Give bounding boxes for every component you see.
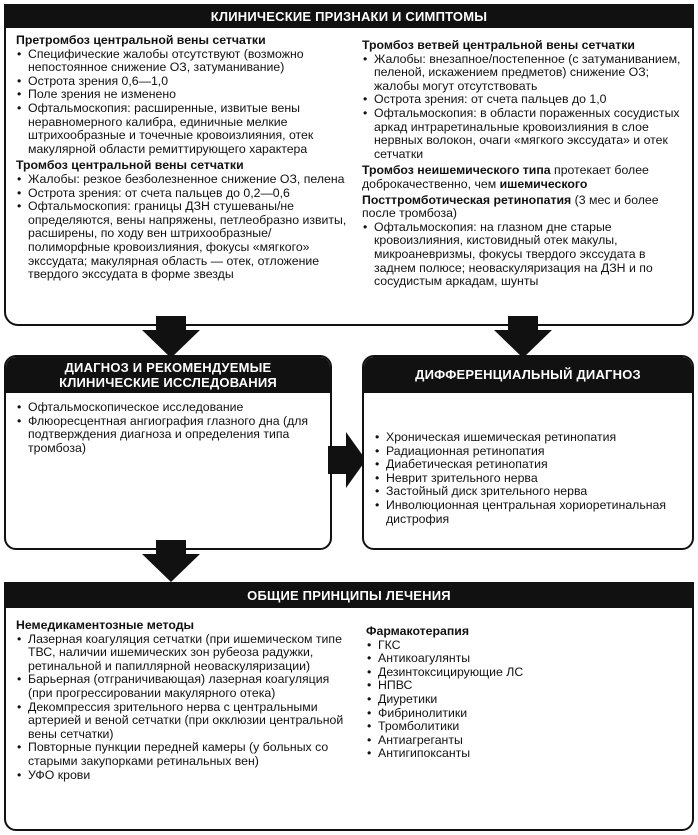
- crvo-list: [16, 173, 348, 282]
- post-thrombotic-text: (3 мес и более после тромбоза): [362, 192, 659, 221]
- non-drug-heading: Немедикаментозные методы: [16, 618, 195, 632]
- treatment-box: [4, 582, 694, 831]
- non-drug-list: [16, 633, 352, 783]
- differential-list: [374, 431, 684, 526]
- crvo-heading: Тромбоз центральной вены сетчатки: [16, 158, 244, 173]
- brvo-heading: Тромбоз ветвей центральной вены сетчатки: [362, 38, 635, 52]
- list-item: • Флюоресцентная ангиография глазного дна (для подтверждения диагноза и определения типа тромбоза): [16, 415, 321, 456]
- diagnosis-list: [16, 401, 321, 455]
- treatment-left-column: [16, 618, 352, 782]
- note-text: протекает более доброкачественно, чем: [362, 163, 649, 191]
- diagnosis-box: [4, 355, 332, 550]
- list-item: • НПВС: [366, 679, 676, 693]
- list-item: • Острота зрения 0,6—1,0: [16, 75, 348, 89]
- symptoms-right-column: [362, 38, 684, 289]
- list-item: • Специфические жалобы отсутствуют (возможно непостоянное снижение ОЗ, затуманивание): [16, 48, 348, 75]
- list-item: • Острота зрения: от счета пальцев до 1,0: [362, 93, 684, 107]
- post-thrombotic-heading: Посттромботическая ретинопатия: [362, 192, 572, 207]
- ischemic-note: [362, 164, 684, 191]
- diagnosis-title-line-2: КЛИНИЧЕСКИЕ ИССЛЕДОВАНИЯ: [59, 375, 277, 390]
- list-item: • Офтальмоскопия: границы ДЗН стушеваны/не определяются, вены напряжены, петлеобразно извиты, расширены, по ходу вен штрихообразные/полиморфные кровоизлияния, фокусы «мягкого» экссудата; макулярная область — отек, отложение твердого экссудата в форме звезды: [16, 200, 348, 282]
- list-item: • ГКС: [366, 639, 676, 653]
- list-item: • Антиагреганты: [366, 734, 676, 748]
- arrow-down-right-icon: [494, 316, 552, 358]
- list-item: • Хроническая ишемическая ретинопатия: [374, 431, 684, 445]
- arrow-down-left-icon: [142, 316, 200, 358]
- list-item: • Радиационная ретинопатия: [374, 445, 684, 459]
- list-item: • Офтальмоскопическое исследование: [16, 401, 321, 415]
- list-item: • Фибринолитики: [366, 707, 676, 721]
- list-item: • Барьерная (отграничивающая) лазерная коагуляция (при прогрессировании макулярного отека): [16, 673, 352, 700]
- list-item: • Поле зрения не изменено: [16, 88, 348, 102]
- pre-thrombosis-list: [16, 48, 348, 157]
- symptoms-title: КЛИНИЧЕСКИЕ ПРИЗНАКИ И СИМПТОМЫ: [6, 6, 692, 28]
- list-item: • Повторные пункции передней камеры (у больных со старыми закупорками ретинальных вен): [16, 741, 352, 768]
- diagnosis-title: [6, 357, 330, 393]
- list-item: • Диабетическая ретинопатия: [374, 458, 684, 472]
- list-item: • Лазерная коагуляция сетчатки (при ишемическом типе ТВС, наличии ишемических зон рубеоза радужки, ретинальной и папиллярной неоваскуляризации): [16, 633, 352, 674]
- treatment-right-column: [366, 624, 676, 761]
- list-item: • Неврит зрительного нерва: [374, 472, 684, 486]
- diagnosis-title-line-1: ДИАГНОЗ И РЕКОМЕНДУЕМЫЕ: [64, 360, 272, 375]
- list-item: • УФО крови: [16, 769, 352, 783]
- list-item: • Декомпрессия зрительного нерва с центральными артерией и веной сетчатки (при окклюзии центральной вены сетчатки): [16, 701, 352, 742]
- list-item: • Тромболитики: [366, 720, 676, 734]
- symptoms-left-column: [16, 33, 348, 282]
- pharmacotherapy-heading: Фармакотерапия: [366, 624, 470, 638]
- list-item: • Дезинтоксицирующие ЛС: [366, 666, 676, 680]
- list-item: • Инволюционная центральная хориоретинальная дистрофия: [374, 499, 684, 526]
- list-item: • Жалобы: резкое безболезненное снижение ОЗ, пелена: [16, 173, 348, 187]
- symptoms-box: [4, 4, 694, 326]
- differential-title: ДИФФЕРЕНЦИАЛЬНЫЙ ДИАГНОЗ: [364, 357, 692, 393]
- list-item: • Диуретики: [366, 693, 676, 707]
- list-item: • Острота зрения: от счета пальцев до 0,2—0,6: [16, 187, 348, 201]
- arrow-right-icon: [328, 432, 366, 488]
- treatment-title: ОБЩИЕ ПРИНЦИПЫ ЛЕЧЕНИЯ: [6, 584, 692, 608]
- post-thrombotic-line: [362, 194, 684, 221]
- diagnosis-content: [16, 401, 321, 455]
- pharmacotherapy-list: [366, 639, 676, 761]
- list-item: • Жалобы: внезапное/постепенное (с затуманиванием, пеленой, искажением предметов) снижение ОЗ; жалобы могут отсутствовать: [362, 53, 684, 94]
- post-thrombotic-list: [362, 221, 684, 289]
- list-item: • Антикоагулянты: [366, 652, 676, 666]
- list-item: • Офтальмоскопия: на глазном дне старые кровоизлияния, кистовидный отек макулы, микроаневризмы, фокусы твердого экссудата в заднем полюсе; неоваскуляризация на ДЗН и по сосудистым аркадам, шунты: [362, 221, 684, 289]
- differential-box: [362, 355, 694, 550]
- brvo-list: [362, 53, 684, 162]
- list-item: • Застойный диск зрительного нерва: [374, 485, 684, 499]
- list-item: • Антигипоксанты: [366, 747, 676, 761]
- pre-thrombosis-heading: Претромбоз центральной вены сетчатки: [16, 33, 266, 47]
- non-ischemic-label: Тромбоз неишемического типа: [362, 163, 551, 178]
- arrow-down-center-icon: [142, 540, 200, 582]
- ischemic-label: ишемического: [499, 176, 588, 191]
- list-item: • Офтальмоскопия: в области пораженных сосудистых аркад интраретинальные кровоизлияния в слое нервных волокон, очаги «мягкого экссудата» и отек сетчатки: [362, 107, 684, 161]
- differential-content: [374, 431, 684, 526]
- list-item: • Офтальмоскопия: расширенные, извитые вены неравномерного калибра, единичные мелкие штрихообразные и точечные кровоизлияния, отек макулярной области ремиттирующего характера: [16, 102, 348, 156]
